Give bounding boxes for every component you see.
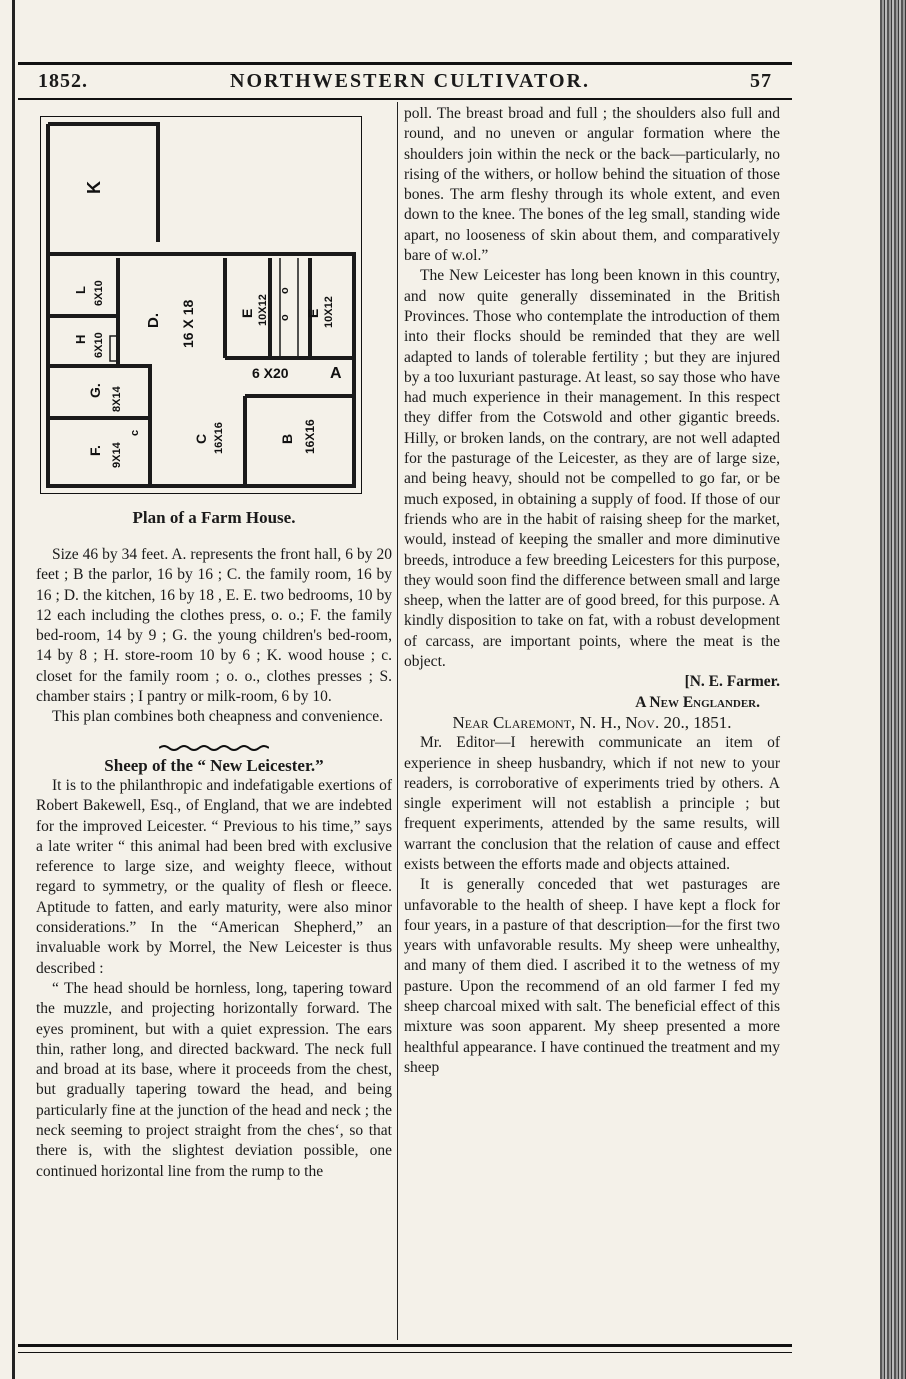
plan-dim-F: 9X14 bbox=[111, 442, 123, 468]
top-rule bbox=[18, 62, 792, 65]
page-number: 57 bbox=[750, 70, 772, 92]
plan-description: Size 46 by 34 feet. A. represents the front hall, 6 by 20 feet ; B the parlor, 16 by 16 ; C. the family room, 16 by 16 ; D. the kitchen, 16 by 18 , E. E. two bedrooms, 10 by 12 each including the clothes press, o. o.; F. the family bed-room, 14 by 9 ; G. the young children's bed-room, 14 by 8 ; H. store-room 10 by 6 ; K. wood house ; c. closet for the family room ; o. o., clothes presses ; S. chamber stairs ; I pantry or milk-room, 6 by 10. bbox=[36, 546, 392, 706]
plan-label-c: c bbox=[129, 429, 141, 436]
section-ornament bbox=[159, 744, 269, 752]
plan-dim-E1: 10X12 bbox=[257, 294, 269, 326]
page-header bbox=[20, 70, 790, 96]
plan-dim-L: 6X10 bbox=[93, 280, 105, 306]
plan-label-o1: o bbox=[279, 287, 291, 294]
plan-label-A: A bbox=[330, 365, 342, 382]
article-paragraph-1: It is to the philanthropic and indefatigable exertions of Robert Bakewell, Esq., of England, that we are indebted for the improved Leicester. “ Previous to his time,” says a late writer “ this animal had been bred with exclusive reference to large size, and weighty fleece, without regard to symmetry, or the quality of flesh or fleece. Aptitude to fatten, and early maturity, were also minor considerations.” In the “American Shepherd,” an invaluable work by Morrel, the New Leicester is thus described : bbox=[36, 776, 392, 977]
farm-house-floor-plan bbox=[40, 116, 362, 494]
page-frame-left bbox=[12, 0, 15, 1379]
plan-label-G: G. bbox=[87, 383, 103, 398]
plan-dim-B: 16X16 bbox=[303, 419, 317, 454]
plan-label-E2: E bbox=[305, 308, 321, 318]
plan-dim-C: 16X16 bbox=[213, 422, 225, 454]
letter-paragraph-1: Mr. Editor—I herewith communicate an item of experience in sheep husbandry, which if not new to your readers, is corroborative of experiments tried by others. A single experiment will not establish a principle ; but frequent experiments, attended by the same results, will warrant the conclusion that the relation of cause and effect exists between the efforts made and objects attained. bbox=[404, 734, 780, 873]
header-rule bbox=[18, 98, 792, 100]
header-year: 1852. bbox=[38, 70, 88, 92]
page-binding-edge bbox=[880, 0, 906, 1379]
plan-label-H: H bbox=[73, 334, 88, 344]
right-column bbox=[404, 104, 780, 1078]
plan-label-K: K bbox=[84, 181, 104, 194]
plan-dim-A: 6 X20 bbox=[252, 365, 289, 381]
article-continuation: poll. The breast broad and full ; the shoulders also full and round, and no uneven or angular formation where the shoulders join within the neck or the back—particularly, no rising of the withers, or hollow behind the situation of those bones. The arm fleshy through its whole extent, and even down to the knee. The bones of the leg small, standing wide apart, no looseness of skin about them, and comparatively bare of w.ol.” bbox=[404, 105, 780, 265]
bottom-rule-thin bbox=[18, 1352, 792, 1353]
left-column bbox=[36, 545, 392, 1182]
column-divider bbox=[397, 102, 398, 1340]
bottom-rule bbox=[18, 1344, 792, 1347]
plan-dim-H: 6X10 bbox=[93, 332, 105, 358]
plan-note: This plan combines both cheapness and convenience. bbox=[52, 708, 383, 726]
article-title: Sheep of the “ New Leicester.” bbox=[104, 755, 324, 775]
plan-dim-D: 16 X 18 bbox=[180, 299, 196, 348]
plan-label-B: B bbox=[279, 433, 295, 444]
article-paragraph-3: The New Leicester has long been known in this country, and now quite generally disseminated in the British Provinces. Those who contemplate the introduction of them into their flocks should be reminded that they are well adapted to lands of tolerable fertility ; but they are injured by a too luxuriant pasturage. At least, so say those who have had much experience in their management. In this respect they differ from the Cotswold and other gigantic breeds. Hilly, or broken lands, on the contrary, are not well adapted for the pasturage of the Leicester, as they are of large size, and being heavy, should not be compelled to go far, or be much exposed, in obtaining a supply of food. If those of our friends who are in the habit of raising sheep for the market, would, instead of keeping the smaller and more diminutive breeds, introduce a few breeding Leicesters for this purpose, they would soon find the difference between small and large sheep, when the latter are of good breed, for this purpose. A kindly disposition to take on fat, with a robust development of carcass, are important points, where the meat is the object. bbox=[404, 267, 780, 671]
letter-dateline: Near Claremont, N. H., Nov. 20., 1851. bbox=[452, 712, 732, 732]
plan-dim-G: 8X14 bbox=[111, 386, 123, 412]
letter-title: A New Englander. bbox=[635, 693, 760, 711]
plan-label-C: C bbox=[193, 433, 209, 444]
plan-caption: Plan of a Farm House. bbox=[132, 508, 296, 527]
letter-paragraph-2: It is generally conceded that wet pasturages are unfavorable to the health of sheep. I have kept a flock for four years, in a pasture of that description—for the first two years with unfavorable results. My sheep were unhealthy, and many of them died. I ascribed it to the wetness of my pasture. Upon the recommend of an old farmer I fed my sheep charcoal mixed with salt. The beneficial effect of this mixture was soon apparent. My sheep presented a more healthful appearance. I have continued the treatment and my sheep bbox=[404, 876, 780, 1076]
plan-label-L: L bbox=[73, 286, 88, 294]
plan-dim-E2: 10X12 bbox=[323, 296, 335, 328]
plan-label-o2: o bbox=[279, 314, 291, 321]
plan-label-D: D. bbox=[145, 313, 162, 328]
article-paragraph-2: “ The head should be hornless, long, tapering toward the muzzle, and projecting horizontally forward. The eyes prominent, but with a quiet expression. The ears thin, rather long, and directed backward. The neck full and broad at its base, where it proceeds from the chest, but gradually tapering toward the head, and being particularly fine at the junction of the head and neck ; the neck seeming to project straight from the chesʻ, so that there is, with the slightest deviation possible, one continued horizontal line from the rump to the bbox=[36, 979, 392, 1180]
source-credit: [N. E. Farmer. bbox=[684, 673, 780, 691]
plan-label-E1: E bbox=[239, 308, 255, 318]
plan-label-F: F. bbox=[87, 445, 103, 456]
header-title: NORTHWESTERN CULTIVATOR. bbox=[230, 70, 590, 92]
